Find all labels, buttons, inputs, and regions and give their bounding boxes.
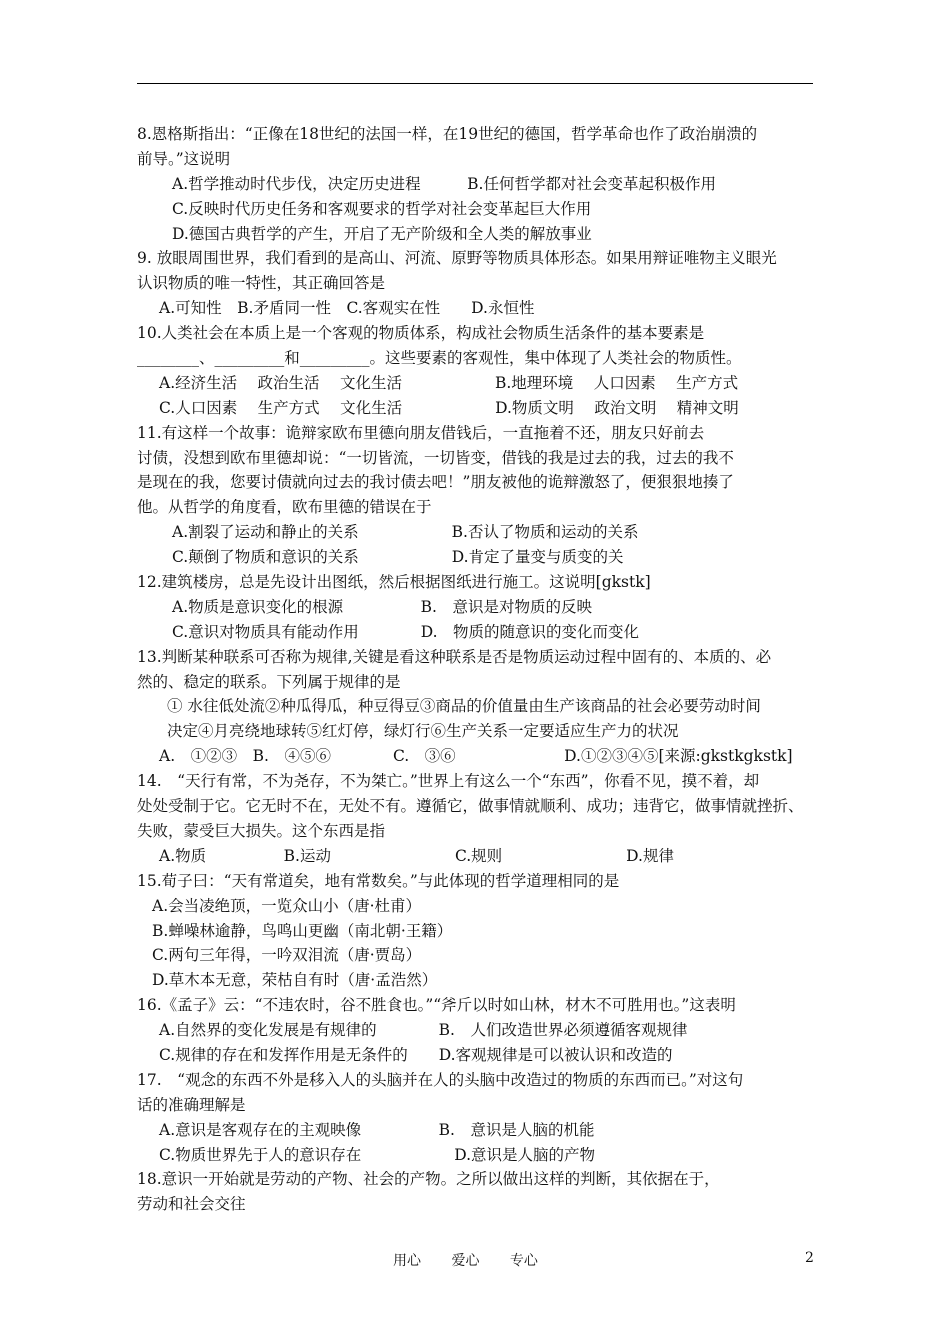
page-number: 2 <box>805 1250 814 1266</box>
q11-stem-cont-2: 是现在的我，您要讨债就向过去的我讨债去吧！”朋友被他的诡辩激怒了，便狠狠地揍了 <box>137 473 734 492</box>
q14-stem: 14. “天行有常，不为尧存，不为桀亡。”世界上有这么一个“东西”，你看不见，摸不着，却 <box>137 772 760 791</box>
q9-options: A.可知性 B.矛盾同一性 C.客观实在性 D.永恒性 <box>159 299 535 318</box>
q13-stem-cont: 然的、稳定的联系。下列属于规律的是 <box>137 672 401 691</box>
q13-items: ① 水往低处流②种瓜得瓜，种豆得豆③商品的价值量由生产该商品的社会必要劳动时间 <box>167 697 761 716</box>
q8-stem-cont: 前导。”这说明 <box>137 149 231 168</box>
q12-stem: 12.建筑楼房，总是先设计出图纸，然后根据图纸进行施工。这说明[gkstk] <box>137 573 651 592</box>
q15-option-c: C.两句三年得，一吟双泪流（唐·贾岛） <box>152 946 422 965</box>
q11-stem-cont-1: 讨债，没想到欧布里德却说：“一切皆流，一切皆变，借钱的我是过去的我，过去的我不 <box>137 448 734 467</box>
q14-options: A.物质 B.运动 C.规则 D.规律 <box>159 846 674 865</box>
q14-stem-cont-1: 处处受制于它。它无时不在，无处不有。遵循它，做事情就顺利、成功；违背它，做事情就挫折、 <box>137 797 804 816</box>
motto-word: 用心 <box>393 1253 421 1269</box>
q11-stem: 11.有这样一个故事：诡辩家欧布里德向朋友借钱后，一直拖着不还，朋友只好前去 <box>137 423 705 442</box>
q16-stem: 16.《孟子》云：“不违农时，谷不胜食也。”“斧斤以时如山林，材木不可胜用也。”这表明 <box>137 996 736 1015</box>
q18-stem: 18.意识一开始就是劳动的产物、社会的产物。之所以做出这样的判断，其依据在于， <box>137 1170 720 1189</box>
footer-motto <box>393 1250 564 1270</box>
motto-word: 专心 <box>509 1253 538 1269</box>
q8-option-d: D.德国古典哲学的产生，开启了无产阶级和全人类的解放事业 <box>172 224 592 243</box>
q9-stem-cont: 认识物质的唯一特性，其正确回答是 <box>137 274 386 293</box>
q9-stem: 9. 放眼周围世界，我们看到的是高山、河流、原野等物质具体形态。如果用辩证唯物主义眼光 <box>137 249 777 268</box>
q8-options-ab: A.哲学推动时代步伐，决定历史进程 B.任何哲学都对社会变革起积极作用 <box>172 174 716 193</box>
q17-options-ab: A.意识是客观存在的主观映像 B. 意识是人脑的机能 <box>159 1120 595 1139</box>
motto-word: 爱心 <box>451 1253 480 1269</box>
q10-blanks: ________、_________和_________。这些要素的客观性，集中体现了人类社会的物质性。 <box>137 349 742 368</box>
q16-options-cd: C.规律的存在和发挥作用是无条件的 D.客观规律是可以被认识和改造的 <box>159 1045 673 1064</box>
q17-stem-cont: 话的准确理解是 <box>137 1095 246 1114</box>
q10-options-cd: C.人口因素 生产方式 文化生活 D.物质文明 政治文明 精神文明 <box>159 398 739 417</box>
q18-stem-cont: 劳动和社会交往 <box>137 1195 246 1214</box>
q15-option-b: B.蝉噪林逾静，鸟鸣山更幽（南北朝·王籍） <box>152 921 453 940</box>
q8-option-c: C.反映时代历史任务和客观要求的哲学对社会变革起巨大作用 <box>172 199 592 218</box>
q11-stem-cont-3: 他。从哲学的角度看，欧布里德的错误在于 <box>137 498 432 517</box>
q15-option-d: D.草木本无意，荣枯自有时（唐·孟浩然） <box>152 971 438 990</box>
q12-options-ab: A.物质是意识变化的根源 B. 意识是对物质的反映 <box>172 597 592 616</box>
q15-stem: 15.荀子曰：“天有常道矣，地有常数矣。”与此体现的哲学道理相同的是 <box>137 871 620 890</box>
question-text <box>137 122 817 1217</box>
q12-options-cd: C.意识对物质具有能动作用 D. 物质的随意识的变化而变化 <box>172 622 640 641</box>
q8-stem: 8.恩格斯指出：“正像在18世纪的法国一样，在19世纪的德国，哲学革命也作了政治崩溃的 <box>137 125 758 143</box>
q10-options-ab: A.经济生活 政治生活 文化生活 B.地理环境 人口因素 生产方式 <box>159 373 739 392</box>
q14-stem-cont-2: 失败，蒙受巨大损失。这个东西是指 <box>137 821 386 840</box>
q17-stem: 17. “观念的东西不外是移入人的头脑并在人的头脑中改造过的物质的东西而已。”对这句 <box>137 1070 744 1089</box>
q13-stem: 13.判断某种联系可否称为规律,关键是看这种联系是否是物质运动过程中固有的、本质的、必 <box>137 647 772 666</box>
q13-items-cont: 决定④月亮绕地球转⑤红灯停，绿灯行⑥生产关系一定要适应生产力的状况 <box>167 722 679 741</box>
q17-options-cd: C.物质世界先于人的意识存在 D.意识是人脑的产物 <box>159 1145 596 1164</box>
q13-options: A. ①②③ B. ④⑤⑥ C. ③⑥ D.①②③④⑤[来源:gkstkgkstk] <box>159 747 793 766</box>
header-rule <box>137 83 813 84</box>
q11-options-cd: C.颠倒了物质和意识的关系 D.肯定了量变与质变的关 <box>172 548 624 567</box>
q15-option-a: A.会当凌绝顶，一览众山小（唐·杜甫） <box>152 896 422 915</box>
q11-options-ab: A.割裂了运动和静止的关系 B.否认了物质和运动的关系 <box>172 523 639 542</box>
q10-stem: 10.人类社会在本质上是一个客观的物质体系，构成社会物质生活条件的基本要素是 <box>137 324 705 343</box>
q16-options-ab: A.自然界的变化发展是有规律的 B. 人们改造世界必须遵循客观规律 <box>159 1021 688 1040</box>
